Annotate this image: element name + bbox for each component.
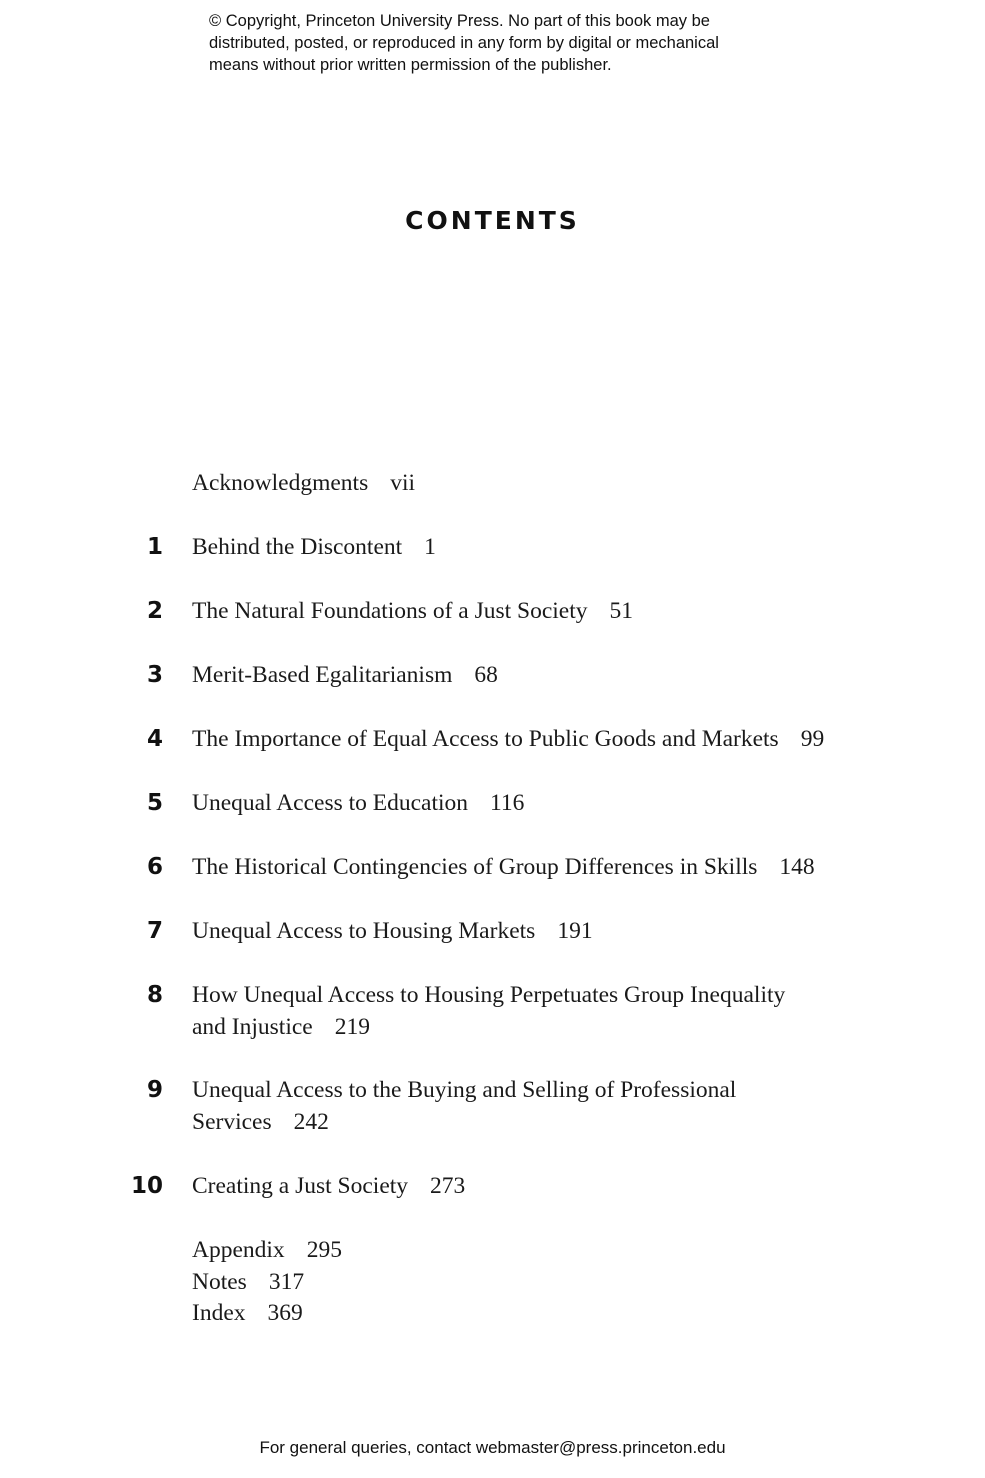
chapter-title: Merit-Based Egalitarianism <box>192 662 453 688</box>
chapter-page: 99 <box>800 726 825 752</box>
chapter-page: 191 <box>557 918 593 944</box>
toc-entry-page: 369 <box>267 1300 303 1326</box>
chapter-page: 1 <box>424 534 436 560</box>
chapter-title-line: Services <box>192 1108 272 1135</box>
toc-entry-page: vii <box>390 470 416 496</box>
footer-contact: For general queries, contact webmaster@press.princeton.edu <box>259 1438 726 1457</box>
chapter-number: 10 <box>130 1173 163 1199</box>
chapter-title-line: Unequal Access to the Buying and Selling of Professional <box>192 1077 737 1103</box>
toc-entry-text <box>192 724 852 756</box>
copyright-line: means without prior written permission of the publisher. <box>209 56 612 74</box>
copyright-line: distributed, posted, or reproduced in any form by digital or mechanical <box>209 34 719 52</box>
toc-entry-text <box>192 532 852 564</box>
chapter-title: Behind the Discontent <box>192 534 403 560</box>
toc-entry-page: 317 <box>268 1268 305 1295</box>
toc-entry-text <box>192 596 852 628</box>
toc-entry-appendix[interactable] <box>192 1235 852 1267</box>
chapter-page: 116 <box>490 790 525 816</box>
chapter-number: 1 <box>146 534 163 560</box>
chapter-page: 273 <box>430 1173 466 1199</box>
toc-entry-text <box>192 1075 852 1138</box>
chapter-page: 148 <box>779 854 815 880</box>
toc-entry-index[interactable] <box>192 1298 852 1330</box>
toc-entry-title: Notes <box>192 1268 247 1295</box>
page-title: CONTENTS <box>405 206 580 235</box>
chapter-number: 4 <box>146 726 163 752</box>
chapter-page: 51 <box>609 598 634 624</box>
chapter-title-line: How Unequal Access to Housing Perpetuates Group Inequality <box>192 982 786 1008</box>
toc-entry-text <box>192 660 852 692</box>
toc-entry-text <box>192 852 852 884</box>
chapter-number: 3 <box>146 662 163 688</box>
chapter-page: 219 <box>334 1013 370 1040</box>
toc-entry-text <box>192 916 852 948</box>
copyright-line: © Copyright, Princeton University Press. No part of this book may be <box>209 12 710 30</box>
chapter-title: The Historical Contingencies of Group Differences in Skills <box>192 854 758 880</box>
chapter-number: 6 <box>146 854 163 880</box>
chapter-title-line: and Injustice <box>192 1013 313 1040</box>
chapter-page: 68 <box>474 662 498 688</box>
toc-entry-title: Index <box>192 1300 246 1326</box>
chapter-title: The Natural Foundations of a Just Society <box>192 598 588 624</box>
chapter-title: The Importance of Equal Access to Public Goods and Markets <box>192 726 779 752</box>
toc-entry-text <box>192 788 852 820</box>
chapter-number: 9 <box>146 1077 163 1103</box>
toc-entry-notes[interactable] <box>192 1267 852 1299</box>
toc-entry-text <box>192 1171 852 1203</box>
toc-entry-text <box>192 980 852 1043</box>
toc-entry-text <box>192 1235 852 1330</box>
toc-entry-title: Acknowledgments <box>192 470 369 496</box>
chapter-number: 8 <box>146 982 163 1008</box>
chapter-title: Unequal Access to Education <box>192 790 469 816</box>
toc-entry-title: Appendix <box>192 1237 285 1263</box>
chapter-page: 242 <box>293 1108 329 1135</box>
toc-entry-page: 295 <box>306 1237 342 1263</box>
toc-entry-text <box>192 468 852 500</box>
chapter-title: Creating a Just Society <box>192 1173 409 1199</box>
chapter-number: 2 <box>146 598 163 624</box>
chapter-number: 5 <box>146 790 163 816</box>
chapter-title: Unequal Access to Housing Markets <box>192 918 536 944</box>
chapter-number: 7 <box>146 918 163 944</box>
